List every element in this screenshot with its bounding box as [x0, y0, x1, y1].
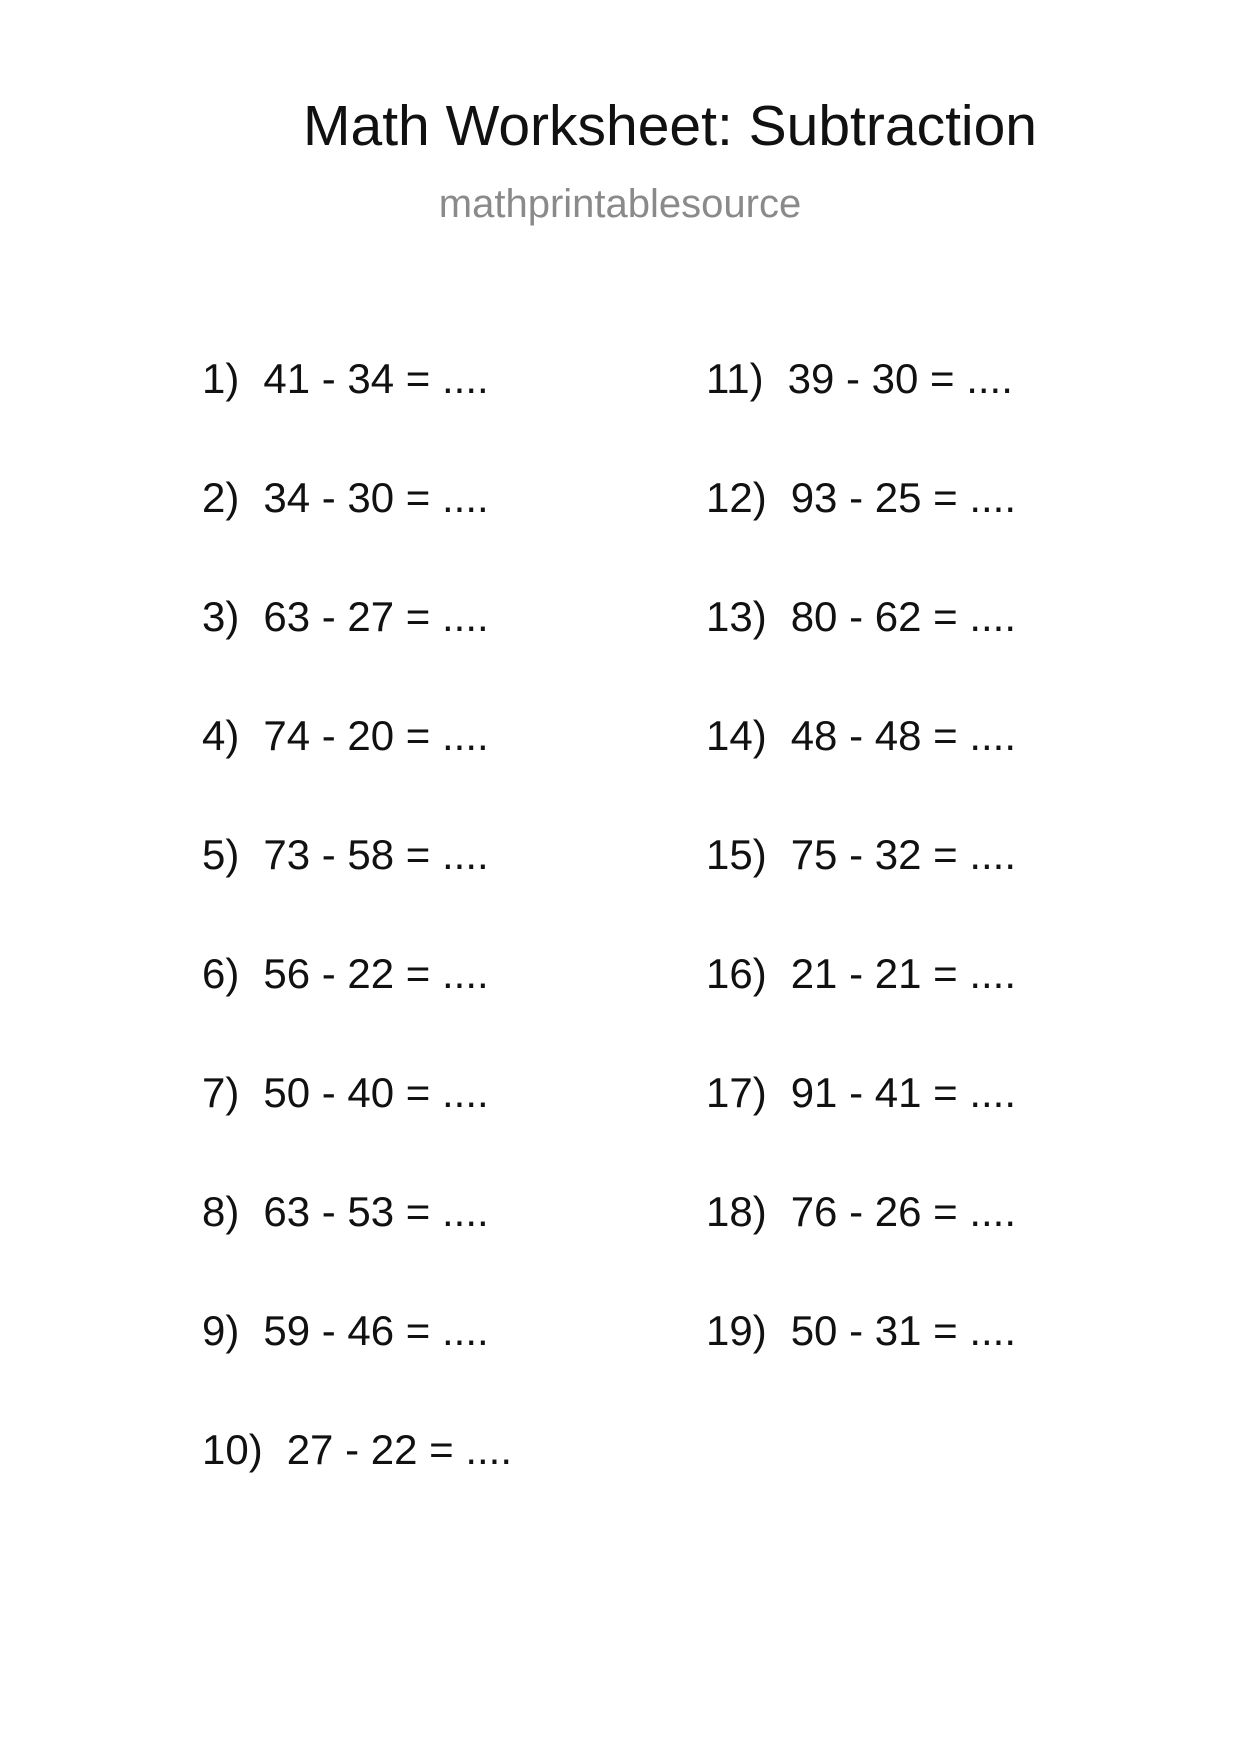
problem-item — [706, 712, 1017, 759]
problem-number: 16) — [706, 950, 767, 997]
problem-number: 14) — [706, 712, 767, 759]
problem-expression: 27 - 22 = .... — [286, 1426, 513, 1473]
problem-item — [202, 1069, 489, 1116]
problem-item — [706, 831, 1017, 878]
problem-expression: 39 - 30 = .... — [787, 355, 1013, 402]
problem-item — [202, 831, 489, 878]
problem-expression: 80 - 62 = .... — [790, 593, 1017, 640]
problem-number: 6) — [202, 950, 240, 997]
problem-number: 15) — [706, 831, 767, 878]
problem-item — [706, 950, 1017, 997]
problem-number: 3) — [202, 593, 240, 640]
problem-expression: 74 - 20 = .... — [263, 712, 489, 759]
problem-number: 5) — [202, 831, 240, 878]
problem-number: 9) — [202, 1307, 240, 1354]
problem-number: 17) — [706, 1069, 767, 1116]
problem-item — [706, 474, 1017, 521]
problem-number: 2) — [202, 474, 240, 521]
problem-item — [202, 950, 489, 997]
problem-expression: 59 - 46 = .... — [263, 1307, 489, 1354]
problem-expression: 91 - 41 = .... — [790, 1069, 1017, 1116]
problem-item — [202, 1307, 489, 1354]
problem-expression: 63 - 53 = .... — [263, 1188, 489, 1235]
problem-number: 8) — [202, 1188, 240, 1235]
problem-expression: 34 - 30 = .... — [263, 474, 489, 521]
problem-item — [202, 355, 489, 402]
problem-number: 7) — [202, 1069, 240, 1116]
problem-number: 19) — [706, 1307, 767, 1354]
problem-expression: 48 - 48 = .... — [790, 712, 1017, 759]
problem-number: 1) — [202, 355, 240, 402]
problem-item — [202, 1188, 489, 1235]
problem-expression: 56 - 22 = .... — [263, 950, 489, 997]
problem-expression: 63 - 27 = .... — [263, 593, 489, 640]
problem-number: 11) — [706, 355, 764, 402]
page-subtitle: mathprintablesource — [438, 182, 802, 226]
problem-item — [706, 355, 1013, 402]
problem-number: 10) — [202, 1426, 263, 1473]
problem-expression: 50 - 31 = .... — [790, 1307, 1017, 1354]
problem-number: 12) — [706, 474, 767, 521]
problem-item — [202, 1426, 513, 1473]
problem-item — [706, 593, 1017, 640]
problem-item — [706, 1188, 1017, 1235]
problem-expression: 21 - 21 = .... — [790, 950, 1017, 997]
problem-item — [202, 474, 489, 521]
problem-expression: 50 - 40 = .... — [263, 1069, 489, 1116]
problem-expression: 93 - 25 = .... — [790, 474, 1017, 521]
problem-expression: 75 - 32 = .... — [790, 831, 1017, 878]
problem-item — [706, 1307, 1017, 1354]
problem-number: 18) — [706, 1188, 767, 1235]
page-title: Math Worksheet: Subtraction — [303, 94, 1037, 158]
problem-number: 4) — [202, 712, 240, 759]
problem-item — [202, 712, 489, 759]
problem-expression: 41 - 34 = .... — [263, 355, 489, 402]
problem-item — [202, 593, 489, 640]
problem-item — [706, 1069, 1017, 1116]
problem-number: 13) — [706, 593, 767, 640]
problem-expression: 76 - 26 = .... — [790, 1188, 1017, 1235]
problem-expression: 73 - 58 = .... — [263, 831, 489, 878]
